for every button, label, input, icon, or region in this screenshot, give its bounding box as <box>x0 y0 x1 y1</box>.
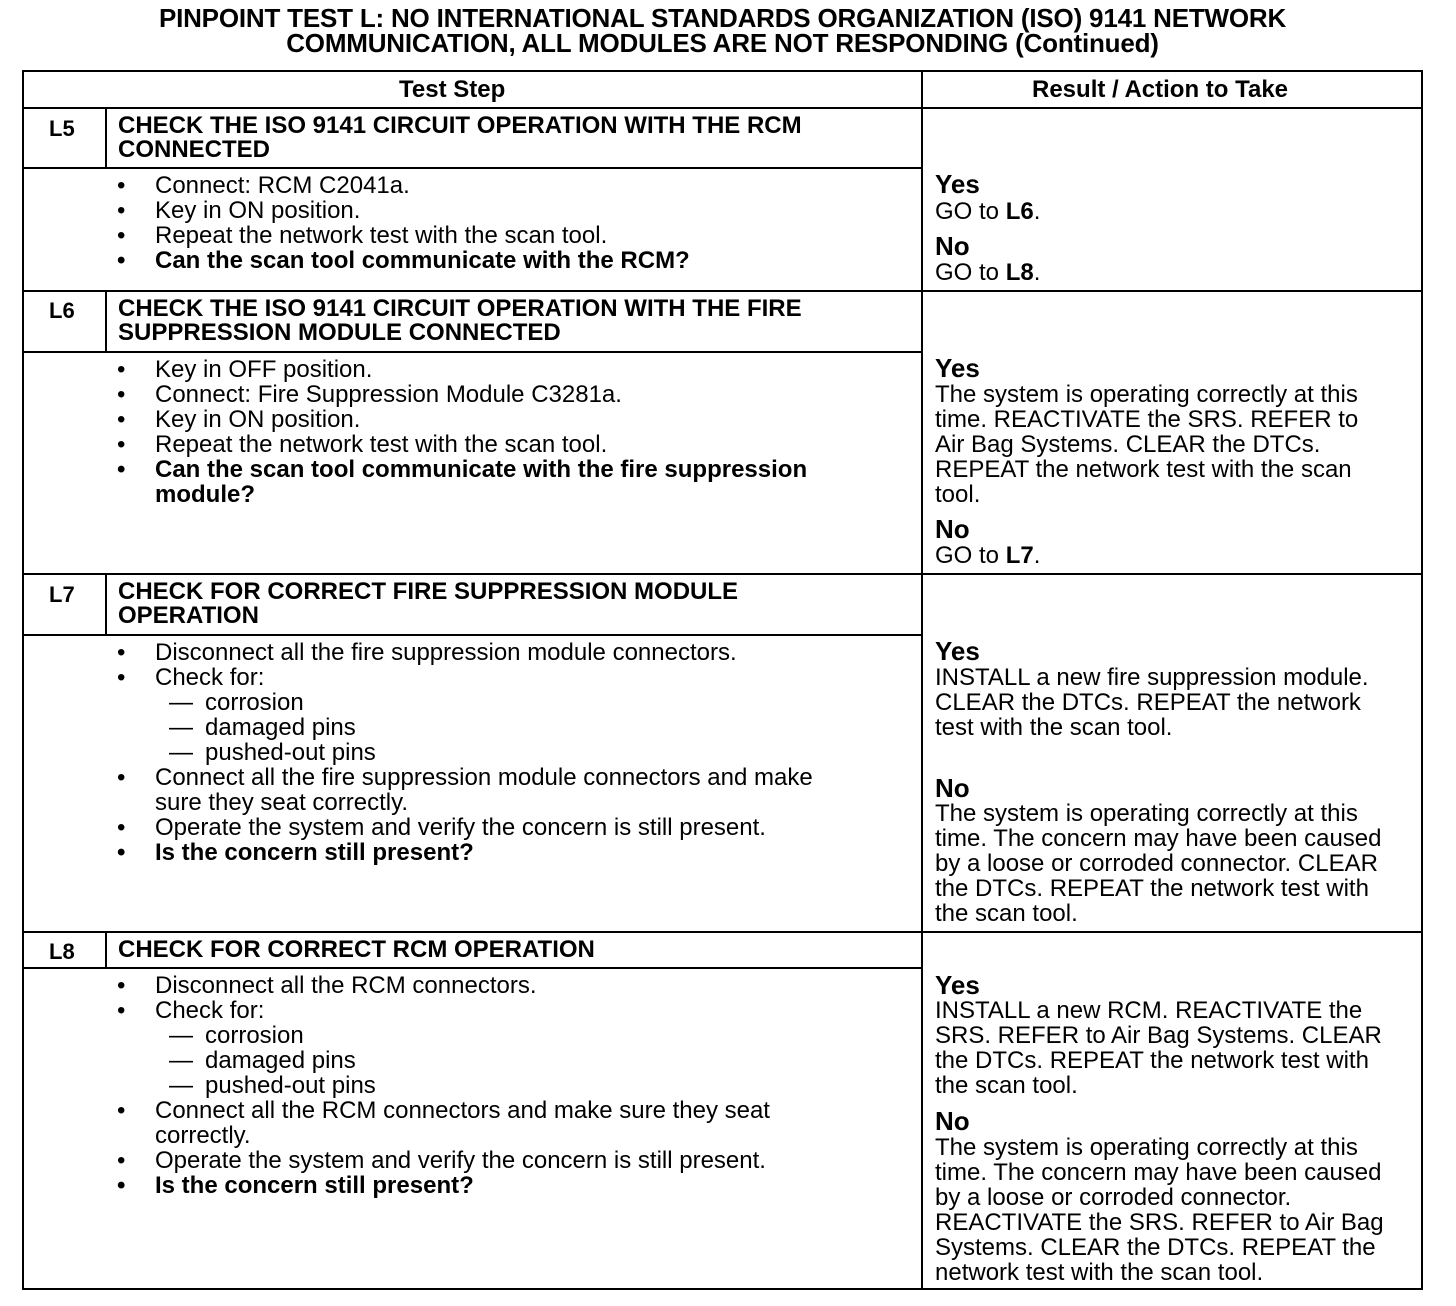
list-item <box>117 1147 766 1174</box>
l8-title-divider <box>24 967 922 969</box>
test-step-header: Test Step <box>399 76 506 103</box>
yes-label: Yes <box>935 169 980 199</box>
l8-id-divider <box>105 931 107 969</box>
step-question: Is the concern still present? <box>155 839 474 866</box>
step-instruction-continued: correctly. <box>155 1122 251 1149</box>
list-item <box>117 222 608 249</box>
dash-icon: — <box>169 739 193 766</box>
bullet-icon: • <box>117 972 126 999</box>
list-item <box>117 172 410 199</box>
step-id: L5 <box>49 116 75 141</box>
list-item <box>117 381 622 408</box>
no-label: No <box>935 773 970 803</box>
dash-icon: — <box>169 1047 193 1074</box>
result-header: Result / Action to Take <box>1032 76 1289 103</box>
l5-row-divider <box>24 290 1421 292</box>
no-action: The system is operating correctly at this time. The concern may have been caused by a loose or corroded connector. CLEAR the DTCs. REPEAT the network test with the scan tool. <box>935 800 1382 927</box>
list-item <box>117 197 361 224</box>
column-divider <box>921 72 923 1288</box>
l6-id-divider <box>105 290 107 353</box>
l5-title-divider <box>24 167 922 169</box>
bullet-icon: • <box>117 664 126 691</box>
step-title: CHECK THE ISO 9141 CIRCUIT OPERATION WITH THE FIRE SUPPRESSION MODULE CONNECTED <box>118 295 802 346</box>
step-instruction: Check for: <box>155 997 265 1024</box>
no-label: No <box>935 231 970 261</box>
list-item <box>117 764 813 791</box>
bullet-icon: • <box>117 381 126 408</box>
l7-id-divider <box>105 573 107 636</box>
l7-title-divider <box>24 634 922 636</box>
step-instruction: Connect: RCM C2041a. <box>155 172 410 199</box>
step-question-continued: module? <box>155 481 255 508</box>
l6-title-divider <box>24 351 922 353</box>
check-item: pushed-out pins <box>205 739 376 766</box>
step-id: L7 <box>49 582 75 607</box>
bullet-icon: • <box>117 456 126 483</box>
dash-icon: — <box>169 689 193 716</box>
goto-link[interactable]: L6 <box>1005 198 1034 225</box>
bullet-icon: • <box>117 1147 126 1174</box>
step-instruction: Key in ON position. <box>155 406 361 433</box>
step-title: CHECK FOR CORRECT RCM OPERATION <box>118 936 595 963</box>
list-item <box>117 814 766 841</box>
step-instruction: Key in ON position. <box>155 197 361 224</box>
bullet-icon: • <box>117 1172 126 1199</box>
no-action: GO to L8. <box>935 259 1041 286</box>
step-instruction: Repeat the network test with the scan tool. <box>155 431 608 458</box>
page-title-line-1: PINPOINT TEST L: NO INTERNATIONAL STANDARDS ORGANIZATION (ISO) 9141 NETWORK <box>158 3 1287 33</box>
yes-action: GO to L6. <box>935 198 1041 225</box>
list-item <box>169 1022 304 1049</box>
list-item <box>169 739 376 766</box>
dash-icon: — <box>169 1022 193 1049</box>
step-question: Can the scan tool communicate with the fire suppression <box>155 456 808 483</box>
list-item <box>117 1097 770 1124</box>
pinpoint-test-table <box>22 70 1423 1290</box>
bullet-icon: • <box>117 839 126 866</box>
page-title-line-2: COMMUNICATION, ALL MODULES ARE NOT RESPONDING (Continued) <box>286 28 1159 58</box>
goto-link[interactable]: L8 <box>1005 259 1034 286</box>
list-item <box>117 431 608 458</box>
bullet-icon: • <box>117 639 126 666</box>
yes-action: INSTALL a new RCM. REACTIVATE the SRS. REFER to Air Bag Systems. CLEAR the DTCs. REPEAT the network test with the scan tool. <box>935 997 1382 1099</box>
bullet-icon: • <box>117 172 126 199</box>
list-item <box>117 972 537 999</box>
list-item <box>117 247 690 274</box>
check-item: damaged pins <box>205 1047 356 1074</box>
step-instruction: Connect all the RCM connectors and make sure they seat <box>155 1097 770 1124</box>
page-title <box>0 3 1445 58</box>
check-item: corrosion <box>205 689 304 716</box>
check-item: pushed-out pins <box>205 1072 376 1099</box>
list-item <box>117 456 808 483</box>
check-item: damaged pins <box>205 714 356 741</box>
l6-row-divider <box>24 573 1421 575</box>
step-id: L8 <box>49 939 75 964</box>
goto-link[interactable]: L7 <box>1005 542 1034 569</box>
list-item <box>169 714 356 741</box>
no-label: No <box>935 1106 970 1136</box>
yes-label: Yes <box>935 636 980 666</box>
list-item <box>117 406 361 433</box>
no-action: GO to L7. <box>935 542 1041 569</box>
list-item <box>117 639 737 666</box>
bullet-icon: • <box>117 431 126 458</box>
bullet-icon: • <box>117 1097 126 1124</box>
step-instruction: Repeat the network test with the scan tool. <box>155 222 608 249</box>
l7-row-divider <box>24 931 1421 933</box>
header-divider <box>24 107 1421 109</box>
step-question: Is the concern still present? <box>155 1172 474 1199</box>
step-question: Can the scan tool communicate with the RCM? <box>155 247 690 274</box>
step-title: CHECK THE ISO 9141 CIRCUIT OPERATION WITH THE RCM CONNECTED <box>118 112 802 163</box>
yes-action: INSTALL a new fire suppression module. CLEAR the DTCs. REPEAT the network test with the scan tool. <box>935 664 1369 741</box>
dash-icon: — <box>169 714 193 741</box>
bullet-icon: • <box>117 247 126 274</box>
step-instruction: Connect all the fire suppression module connectors and make <box>155 764 813 791</box>
step-instruction: Check for: <box>155 664 265 691</box>
bullet-icon: • <box>117 997 126 1024</box>
step-instruction: Operate the system and verify the concern is still present. <box>155 1147 766 1174</box>
step-instruction-continued: sure they seat correctly. <box>155 789 408 816</box>
list-item <box>117 839 474 866</box>
list-item <box>117 356 373 383</box>
l5-id-divider <box>105 107 107 169</box>
list-item <box>117 664 265 691</box>
no-action: The system is operating correctly at this time. The concern may have been caused by a loose or corroded connector. REACTIVATE the SRS. REFER to Air Bag Systems. CLEAR the DTCs. REPEAT the network test with the scan tool. <box>935 1134 1384 1286</box>
step-instruction: Disconnect all the fire suppression module connectors. <box>155 639 737 666</box>
dash-icon: — <box>169 1072 193 1099</box>
list-item <box>169 1072 376 1099</box>
list-item <box>117 1172 474 1199</box>
step-instruction: Disconnect all the RCM connectors. <box>155 972 537 999</box>
yes-action: The system is operating correctly at this time. REACTIVATE the SRS. REFER to Air Bag Systems. CLEAR the DTCs. REPEAT the network test with the scan tool. <box>935 381 1359 508</box>
bullet-icon: • <box>117 764 126 791</box>
step-id: L6 <box>49 298 75 323</box>
bullet-icon: • <box>117 197 126 224</box>
bullet-icon: • <box>117 814 126 841</box>
step-instruction: Connect: Fire Suppression Module C3281a. <box>155 381 622 408</box>
no-label: No <box>935 514 970 544</box>
step-instruction: Key in OFF position. <box>155 356 373 383</box>
yes-label: Yes <box>935 970 980 1000</box>
step-title: CHECK FOR CORRECT FIRE SUPPRESSION MODULE OPERATION <box>118 578 739 629</box>
step-instruction: Operate the system and verify the concern is still present. <box>155 814 766 841</box>
list-item <box>169 1047 356 1074</box>
list-item <box>117 997 265 1024</box>
bullet-icon: • <box>117 406 126 433</box>
bullet-icon: • <box>117 356 126 383</box>
check-item: corrosion <box>205 1022 304 1049</box>
list-item <box>169 689 304 716</box>
yes-label: Yes <box>935 353 980 383</box>
bullet-icon: • <box>117 222 126 249</box>
